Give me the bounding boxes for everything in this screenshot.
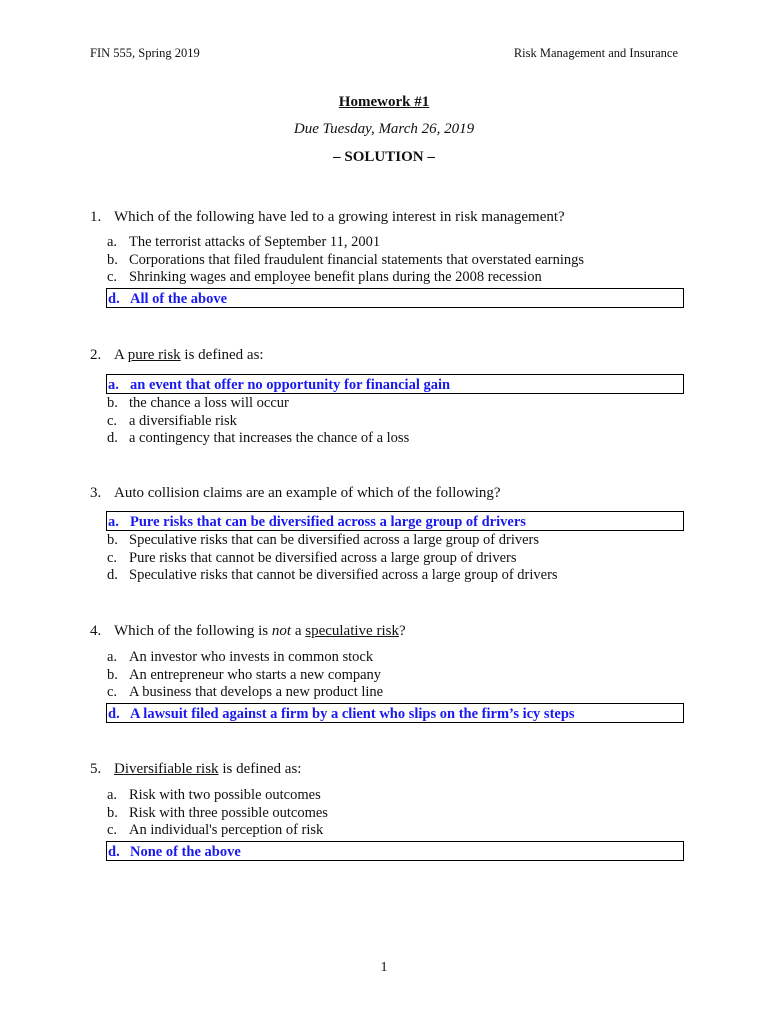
- option-a: [107, 649, 690, 667]
- option-text: All of the above: [130, 291, 228, 308]
- option-c: [107, 550, 690, 568]
- option-letter: b.: [107, 395, 118, 411]
- option-a: [107, 234, 690, 252]
- option-text: a contingency that increases the chance of a loss: [129, 430, 410, 447]
- due-date: Due Tuesday, March 26, 2019: [293, 121, 475, 137]
- option-d: [107, 567, 690, 585]
- answer-option-d: [106, 841, 684, 861]
- option-text: An entrepreneur who starts a new company: [129, 666, 382, 683]
- question-text-rest: is defined as:: [218, 761, 302, 777]
- option-c: [107, 413, 690, 431]
- option-letter: a.: [108, 377, 119, 393]
- answer-option-d: [106, 703, 684, 723]
- answer-option-a: [106, 374, 684, 394]
- option-b: [107, 395, 690, 413]
- question-number: 3.: [90, 485, 102, 501]
- option-letter: a.: [107, 649, 118, 665]
- options-list: [107, 787, 690, 861]
- option-c: [107, 269, 690, 287]
- option-letter: c.: [107, 269, 118, 286]
- option-letter: d.: [108, 706, 120, 723]
- question-2: [90, 346, 690, 448]
- term-diversifiable-risk: Diversifiable risk: [114, 761, 219, 777]
- option-text: Risk with three possible outcomes: [129, 804, 328, 821]
- header-course: FIN 555, Spring 2019: [90, 46, 200, 60]
- option-letter: d.: [108, 844, 120, 861]
- option-letter: a.: [107, 787, 118, 803]
- option-text: None of the above: [130, 844, 241, 861]
- options-list: [107, 511, 690, 585]
- option-text: Risk with two possible outcomes: [129, 787, 321, 803]
- option-letter: b.: [107, 532, 118, 548]
- option-letter: a.: [107, 234, 118, 250]
- option-text: A lawsuit filed against a firm by a client who slips on the firm’s icy steps: [130, 706, 575, 723]
- option-text: Speculative risks that can be diversified across a large group of drivers: [129, 532, 540, 548]
- option-text: A business that develops a new product line: [129, 684, 384, 701]
- option-a: [107, 787, 690, 805]
- answer-option-a: [106, 511, 684, 531]
- option-text: An investor who invests in common stock: [129, 649, 374, 665]
- option-letter: b.: [107, 251, 118, 268]
- option-text: The terrorist attacks of September 11, 2001: [129, 234, 381, 250]
- option-c: [107, 822, 690, 840]
- term-speculative-risk: speculative risk: [305, 623, 399, 639]
- header-subject: Risk Management and Insurance: [513, 46, 678, 60]
- question-text: Which of the following have led to a growing interest in risk management?: [114, 209, 565, 225]
- option-text: Speculative risks that cannot be diversified across a large group of drivers: [129, 567, 558, 584]
- question-number: 4.: [90, 623, 102, 639]
- option-text: the chance a loss will occur: [129, 395, 289, 411]
- question-4: [90, 622, 690, 724]
- option-text: a diversifiable risk: [129, 412, 237, 429]
- options-list: [107, 234, 690, 308]
- option-letter: a.: [108, 514, 119, 530]
- title-block: [0, 92, 768, 167]
- question-text-mid: a: [291, 623, 306, 639]
- question-text: A: [114, 347, 128, 363]
- question-1: [90, 208, 690, 309]
- options-list: [107, 374, 690, 448]
- emphasis-not: not: [271, 623, 292, 639]
- option-letter: b.: [107, 804, 118, 821]
- option-b: [107, 252, 690, 270]
- option-text: an event that offer no opportunity for financial gain: [130, 377, 451, 393]
- options-list: [107, 649, 690, 723]
- option-b: [107, 667, 690, 685]
- option-letter: d.: [108, 291, 120, 308]
- term-pure-risk: pure risk: [127, 347, 181, 363]
- option-letter: d.: [107, 567, 118, 584]
- page-number: 1: [380, 960, 388, 975]
- question-text: Which of the following is: [114, 623, 272, 639]
- option-d: [107, 430, 690, 448]
- option-text: Pure risks that can be diversified across a large group of drivers: [130, 514, 526, 530]
- option-text: An individual's perception of risk: [129, 822, 324, 839]
- option-letter: c.: [107, 549, 118, 566]
- option-text: Shrinking wages and employee benefit plans during the 2008 recession: [129, 269, 542, 286]
- option-letter: c.: [107, 684, 118, 701]
- option-text: Pure risks that cannot be diversified across a large group of drivers: [129, 549, 517, 566]
- question-5: [90, 760, 690, 862]
- option-letter: d.: [107, 430, 118, 447]
- answer-option-d: [106, 288, 684, 308]
- question-3: [90, 484, 690, 585]
- question-text-rest: is defined as:: [180, 347, 264, 363]
- option-letter: b.: [107, 666, 118, 683]
- solution-label: – SOLUTION –: [333, 149, 435, 165]
- option-c: [107, 684, 690, 702]
- question-mark: ?: [398, 623, 406, 639]
- option-b: [107, 532, 690, 550]
- question-number: 1.: [90, 209, 102, 225]
- option-text: Corporations that filed fraudulent financial statements that overstated earnings: [129, 251, 584, 268]
- question-number: 2.: [90, 347, 102, 363]
- question-number: 5.: [90, 761, 102, 777]
- option-letter: c.: [107, 822, 118, 839]
- homework-title: Homework #1: [338, 94, 430, 110]
- option-b: [107, 805, 690, 823]
- option-letter: c.: [107, 412, 118, 429]
- question-text: Auto collision claims are an example of which of the following?: [114, 485, 501, 501]
